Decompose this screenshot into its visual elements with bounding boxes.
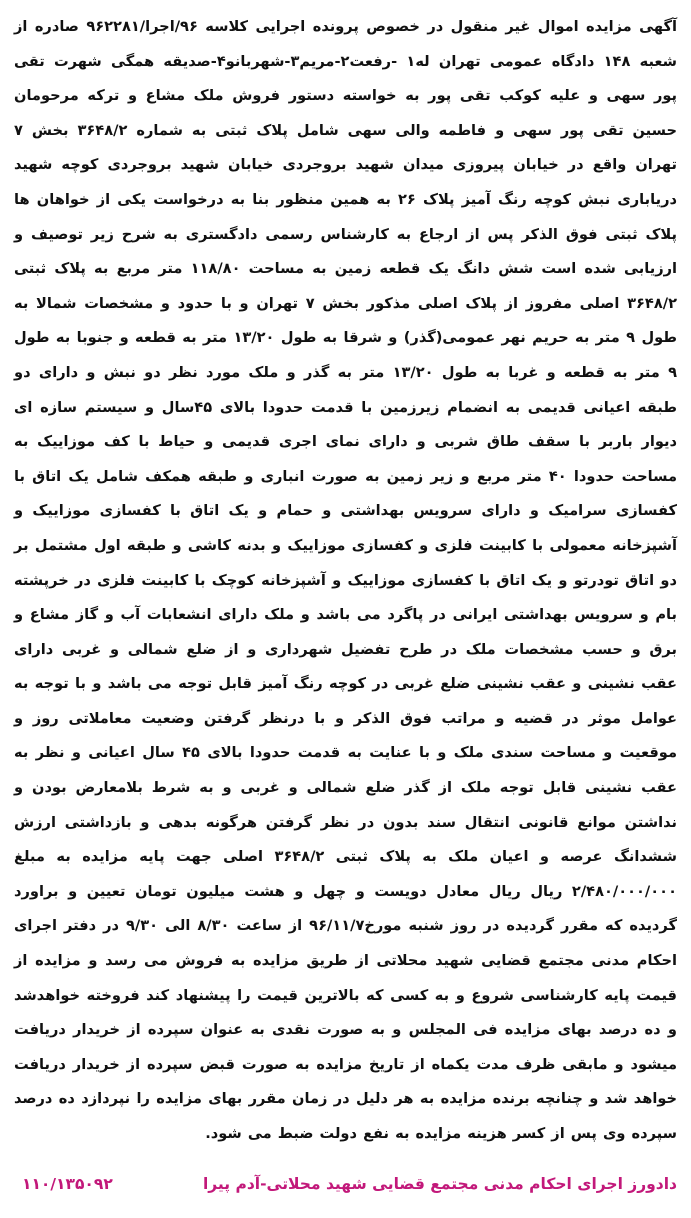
footer-code: ۱۱۰/۱۳۵۰۹۲ bbox=[22, 1175, 113, 1193]
notice-body-text: آگهی مزایده اموال غیر منقول در خصوص پرونده اجرایی کلاسه ۹۶/اجرا/۹۶۲۲۸۱ صادره از شعبه ۱۴۸ دادگاه عمومی تهران له۱ -رفعت۲-مریم۳-شهربانو۴-صدیقه همگی شهرت تقی پور سهی و علیه کوکب تقی پور به خواسته دستور فروش ملک مشاع و ترکه مرحومان حسین تقی پور سهی و فاطمه والی سهی شامل پلاک ثبتی به شماره ۳۶۴۸/۲ بخش ۷ تهران واقع در خیابان پیروزی میدان شهید بروجردی خیابان شهید بروجردی کوچه شهید دریاباری نبش کوچه رنگ آمیز پلاک ۲۶ به همین منظور بنا به درخواست یکی از خواهان ها پلاک ثبتی فوق الذکر پس از ارجاع به کارشناس رسمی دادگستری به شرح زیر توصیف و ارزیابی شده است شش دانگ یک قطعه زمین به مساحت ۱۱۸/۸۰ متر مربع به پلاک ثبتی ۳۶۴۸/۲ اصلی مفروز از پلاک اصلی مذکور بخش ۷ تهران و با حدود و مشخصات شمالا به طول ۹ متر به حریم نهر عمومی(گذر) و شرقا به طول ۱۳/۲۰ متر به قطعه و جنوبا به طول ۹ متر به قطعه و غربا به طول ۱۳/۲۰ متر به گذر و ملک مورد نظر دو نبش و دارای دو طبقه اعیانی قدیمی به انضمام زیرزمین با قدمت حدودا بالای ۴۵سال و سیستم سازه ای دیوار باربر با سقف طاق شربی و دارای نمای اجری قدیمی و حیاط با کف موزاییک به مساحت حدودا ۴۰ متر مربع و زیر زمین به صورت انباری و طبقه همکف شامل یک اتاق با کفسازی سرامیک و دارای سرویس بهداشتی و حمام و یک اتاق با کفسازی موزاییک و آشپزخانه معمولی با کابینت فلزی و کفسازی موزاییک و بدنه کاشی و طبقه اول مشتمل بر دو اتاق تودرتو و یک اتاق با کفسازی موزاییک و آشپزخانه کوچک با کابینت فلزی در خرپشته بام و سرویس بهداشتی ایرانی در پاگرد می باشد و ملک دارای انشعابات آب و گاز مشاع و برق و حسب مشخصات ملک در طرح تفضیل شهرداری و از ضلع شمالی و غربی دارای عقب نشینی و عقب نشینی ضلع غربی در کوچه رنگ آمیز قابل توجه می باشد و با توجه به عوامل موثر در قضیه و مراتب فوق الذکر و با درنظر گرفتن وضعیت معاملاتی روز و موقعیت و مساحت سندی ملک و با عنایت به قدمت حدودا بالای ۴۵ سال اعیانی و نظر به عقب نشینی قابل توجه ملک از گذر ضلع شمالی و غربی و به شرط بلامعارض بودن و نداشتن موانع قانونی انتقال سند بدون در نظر گرفتن هرگونه بدهی و بازداشتی ارزش ششدانگ عرصه و اعیان ملک به پلاک ثبتی ۳۶۴۸/۲ اصلی جهت پایه مزایده به مبلغ ۲/۴۸۰/۰۰۰/۰۰۰ ریال ریال معادل دویست و چهل و هشت میلیون تومان تعیین و براورد گردیده که مقرر گردیده در روز شنبه مورخ۹۶/۱۱/۷ از ساعت ۸/۳۰ الی ۹/۳۰ در دفتر اجرای احکام مدنی مجتمع قضایی شهید محلاتی از طریق مزایده به فروش می رسد و مزایده از قیمت پایه کارشناسی شروع و به کسی که بالاترین قیمت را پیشنهاد کند فروخته خواهدشد و ده درصد بهای مزایده فی المجلس و به صورت نقدی به عنوان سپرده از خریدار دریافت میشود و مابقی ظرف مدت یکماه از تاریخ مزایده به صورت قبض سپرده از خریدار دریافت خواهد شد و چنانچه برنده مزایده به هر دلیل در زمان مقرر بهای مزایده را نپردازد ده درصد سپرده وی پس از کسر هزینه مزایده به نفع دولت ضبط می شود. bbox=[14, 18, 678, 1142]
notice-footer bbox=[14, 1162, 677, 1206]
footer-issuer: دادورز اجرای احکام مدنی مجتمع قضایی شهید محلاتی-آدم پیرا bbox=[202, 1175, 677, 1193]
